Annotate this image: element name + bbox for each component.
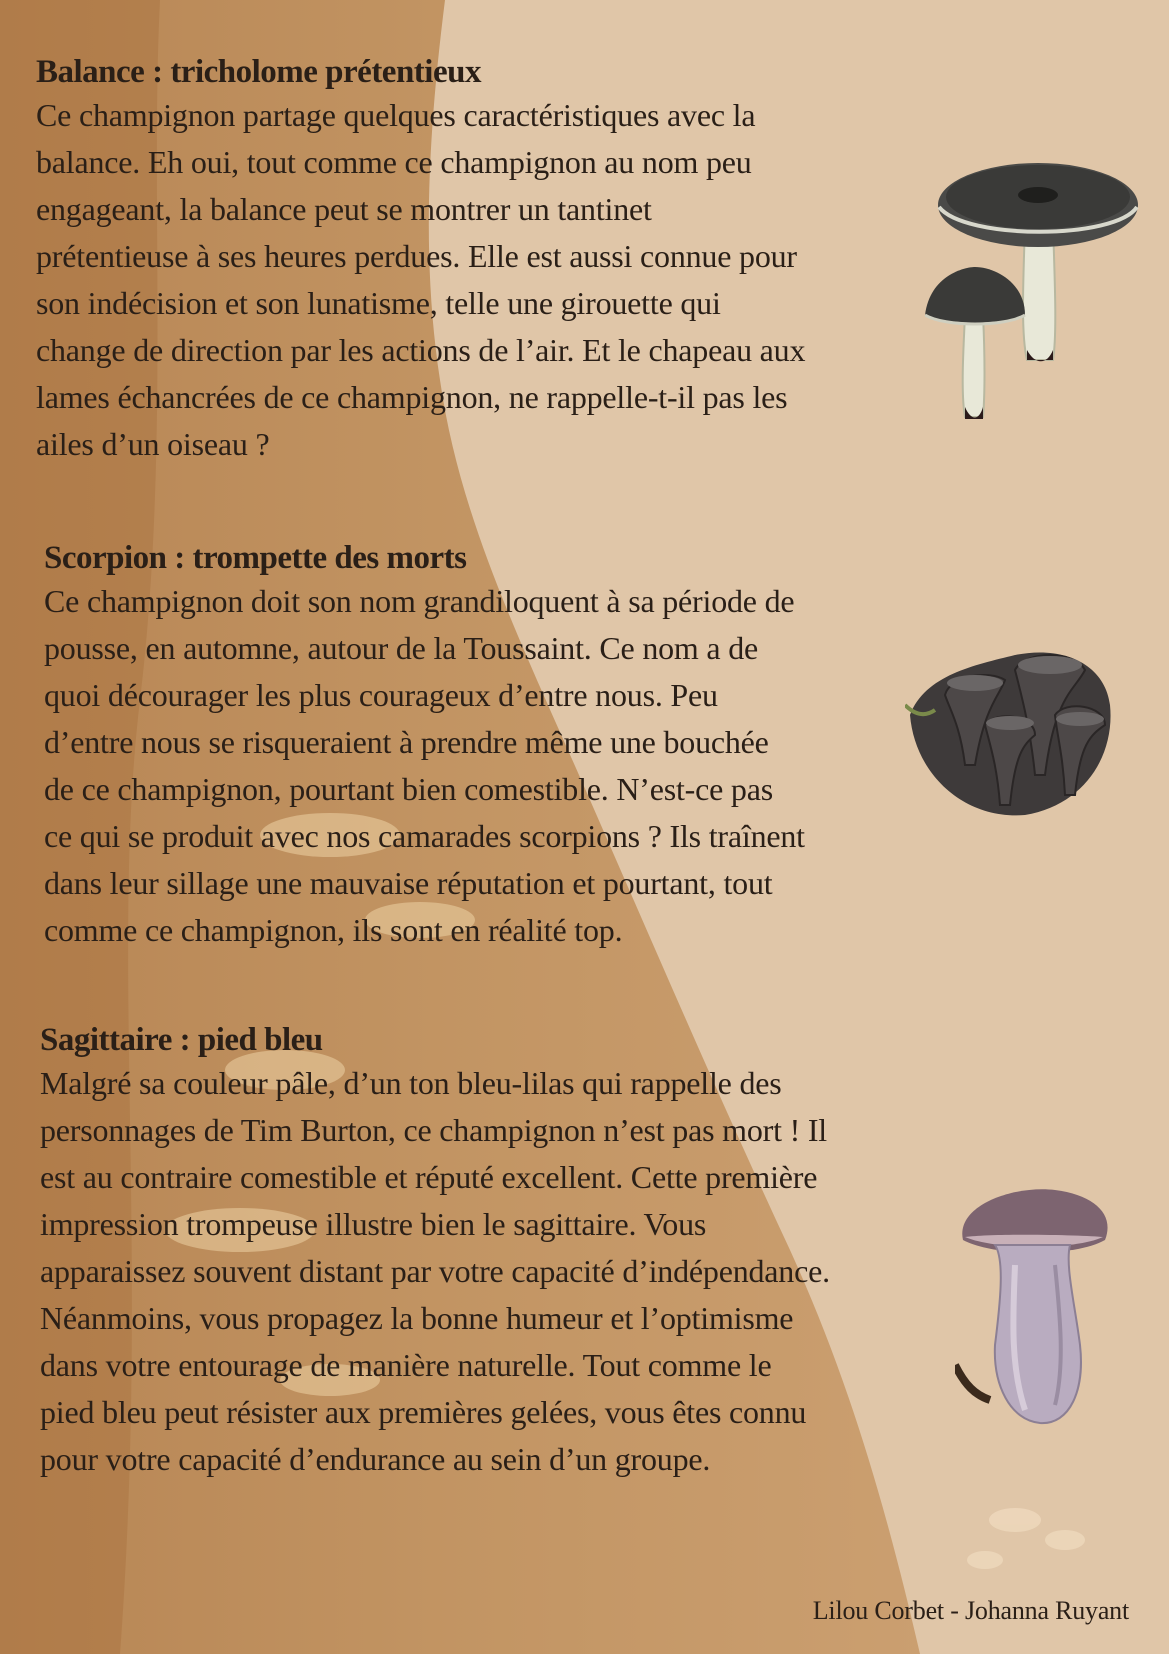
section-body — [40, 1060, 960, 1483]
text-line: balance. Eh oui, tout comme ce champignon au nom peu — [36, 144, 752, 180]
text-line: dans votre entourage de manière naturelle. Tout comme le — [40, 1347, 772, 1383]
black-trumpet-mushroom-photo — [905, 635, 1115, 820]
section-title: Balance : tricholome prétentieux — [36, 54, 481, 90]
text-line: quoi décourager les plus courageux d’entre nous. Peu — [44, 677, 718, 713]
section-balance — [36, 52, 936, 468]
text-line: lames échancrées de ce champignon, ne rappelle-t-il pas les — [36, 379, 788, 415]
text-line: ailes d’un oiseau ? — [36, 426, 270, 462]
text-line: engageant, la balance peut se montrer un tantinet — [36, 191, 652, 227]
text-line: ce qui se produit avec nos camarades scorpions ? Ils traînent — [44, 818, 805, 854]
text-line: dans leur sillage une mauvaise réputation et pourtant, tout — [44, 865, 773, 901]
text-line: apparaissez souvent distant par votre capacité d’indépendance. — [40, 1253, 830, 1289]
text-line: pied bleu peut résister aux premières gelées, vous êtes connu — [40, 1394, 807, 1430]
section-title: Sagittaire : pied bleu — [40, 1022, 323, 1058]
text-line: de ce champignon, pourtant bien comestible. N’est-ce pas — [44, 771, 773, 807]
text-line: Ce champignon doit son nom grandiloquent à sa période de — [44, 583, 795, 619]
text-line: impression trompeuse illustre bien le sagittaire. Vous — [40, 1206, 707, 1242]
text-line: d’entre nous se risqueraient à prendre même une bouchée — [44, 724, 769, 760]
section-body — [44, 578, 944, 954]
text-line: pour votre capacité d’endurance au sein d’un groupe. — [40, 1441, 711, 1477]
text-line: Malgré sa couleur pâle, d’un ton bleu-lilas qui rappelle des — [40, 1065, 782, 1101]
author-credit: Lilou Corbet - Johanna Ruyant — [812, 1596, 1129, 1625]
text-line: est au contraire comestible et réputé excellent. Cette première — [40, 1159, 818, 1195]
text-line: son indécision et son lunatisme, telle une girouette qui — [36, 285, 721, 321]
text-line: Néanmoins, vous propagez la bonne humeur et l’optimisme — [40, 1300, 794, 1336]
text-line: comme ce champignon, ils sont en réalité top. — [44, 912, 623, 948]
text-line: pousse, en automne, autour de la Toussaint. Ce nom a de — [44, 630, 759, 666]
wood-blewit-mushroom-photo — [955, 1185, 1115, 1430]
text-line: prétentieuse à ses heures perdues. Elle est aussi connue pour — [36, 238, 797, 274]
grey-tricholoma-mushroom-illustration — [925, 155, 1140, 435]
section-title: Scorpion : trompette des morts — [44, 540, 467, 576]
text-line: Ce champignon partage quelques caractéristiques avec la — [36, 97, 756, 133]
section-body — [36, 92, 936, 468]
text-line: change de direction par les actions de l’air. Et le chapeau aux — [36, 332, 806, 368]
section-scorpion — [44, 538, 944, 954]
text-line: personnages de Tim Burton, ce champignon n’est pas mort ! Il — [40, 1112, 827, 1148]
section-sagittaire — [40, 1020, 960, 1483]
